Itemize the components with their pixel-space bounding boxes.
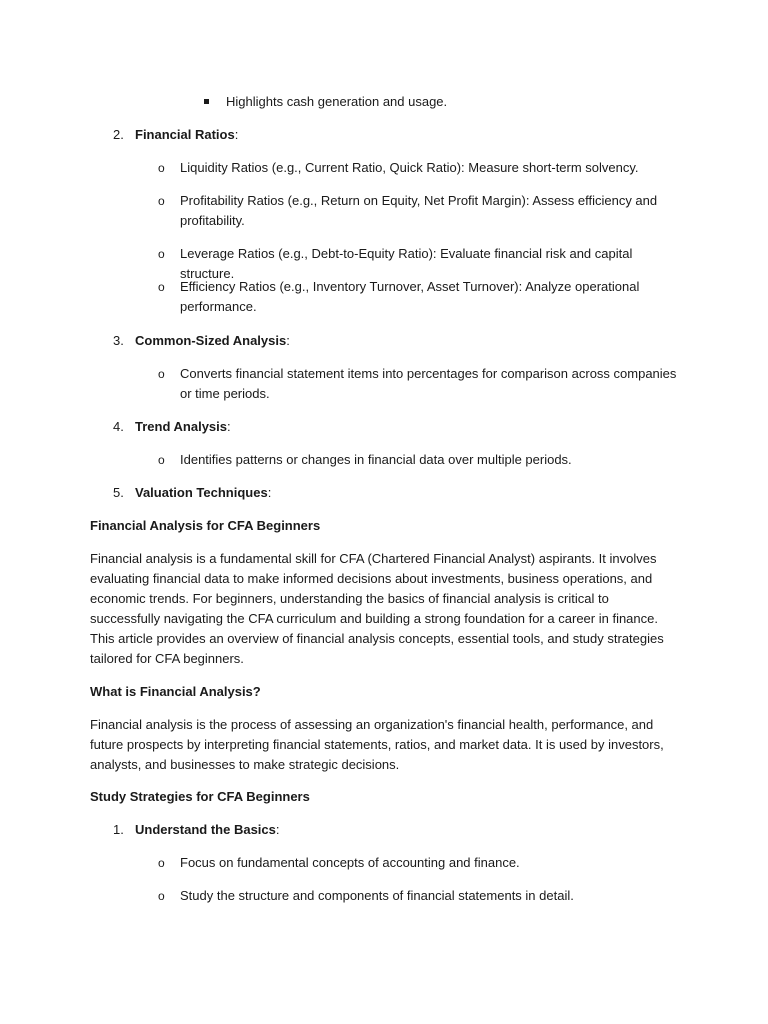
sub-item [158,364,698,404]
bullet-text: Highlights cash generation and usage. [226,94,448,109]
list-item-trend-analysis [113,417,673,437]
list-item-valuation-techniques [113,483,673,503]
list-item-title: Financial Ratios [135,127,235,142]
sub-item [158,277,680,317]
sub-item [158,450,698,470]
list-item-title-wrap [135,820,280,840]
list-number: 3. [113,333,124,348]
list-number: 1. [113,822,124,837]
list-item-financial-ratios [113,125,673,145]
sub-item [158,886,698,906]
section-heading: What is Financial Analysis? [90,684,261,699]
sub-item [158,191,680,231]
list-item-suffix: : [275,822,280,837]
circle-bullet-icon: o [158,856,165,870]
body-paragraph: Financial analysis is a fundamental skill for CFA (Chartered Financial Analyst) aspirants. It involves evaluating financial data to make informed decisions about investments, business operations, and economic trends. For beginners, understanding the basics of financial analysis is critical to successfully navigating the CFA curriculum and building a strong foundation for a career in finance. This article provides an overview of financial analysis concepts, essential tools, and study strategies tailored for CFA beginners. [90,551,664,666]
list-item-title: Valuation Techniques [135,485,268,500]
list-item-title: Common-Sized Analysis [135,333,287,348]
list-item-title: Understand the Basics [135,822,276,837]
list-item-suffix: : [267,485,272,500]
list-item-title-wrap [135,125,238,145]
circle-bullet-icon: o [158,280,165,294]
body-paragraph: Financial analysis is the process of assessing an organization's financial health, performance, and future prospects by interpreting financial statements, ratios, and market data. It is used by investors, analysts, and businesses to make strategic decisions. [90,717,664,772]
square-bullet-icon [204,99,209,104]
list-number: 5. [113,485,124,500]
circle-bullet-icon: o [158,453,165,467]
sub-item-text: Focus on fundamental concepts of accounting and finance. [180,855,520,870]
sub-item [158,158,680,178]
list-item-title-wrap [135,331,290,351]
sub-item-text: Converts financial statement items into percentages for comparison across companies or time periods. [180,366,677,401]
list-item-suffix: : [234,127,239,142]
circle-bullet-icon: o [158,161,165,175]
circle-bullet-icon: o [158,247,165,261]
list-item-understand-the-basics [113,820,673,840]
list-number: 2. [113,127,124,142]
list-item-suffix: : [227,419,231,434]
list-item-title-wrap [135,483,271,503]
list-item-suffix: : [286,333,290,348]
list-item-title-wrap [135,417,231,437]
sub-item-text: Leverage Ratios (e.g., Debt-to-Equity Ratio): Evaluate financial risk and capital structure. [180,246,633,281]
circle-bullet-icon: o [158,889,165,903]
sub-item-text: Profitability Ratios (e.g., Return on Equity, Net Profit Margin): Assess efficiency and profitability. [180,193,658,228]
section-heading: Financial Analysis for CFA Beginners [90,518,321,533]
circle-bullet-icon: o [158,194,165,208]
bullet-item [204,92,684,112]
list-item-title: Trend Analysis [135,419,227,434]
list-number: 4. [113,419,124,434]
sub-item-text: Study the structure and components of financial statements in detail. [180,888,574,903]
list-item-common-sized-analysis [113,331,673,351]
sub-item-text: Efficiency Ratios (e.g., Inventory Turnover, Asset Turnover): Analyze operational performance. [180,279,640,314]
circle-bullet-icon: o [158,367,165,381]
section-heading: Study Strategies for CFA Beginners [90,789,310,804]
sub-item-text: Liquidity Ratios (e.g., Current Ratio, Quick Ratio): Measure short-term solvency. [180,160,639,175]
sub-item [158,853,698,873]
sub-item-text: Identifies patterns or changes in financial data over multiple periods. [180,452,572,467]
